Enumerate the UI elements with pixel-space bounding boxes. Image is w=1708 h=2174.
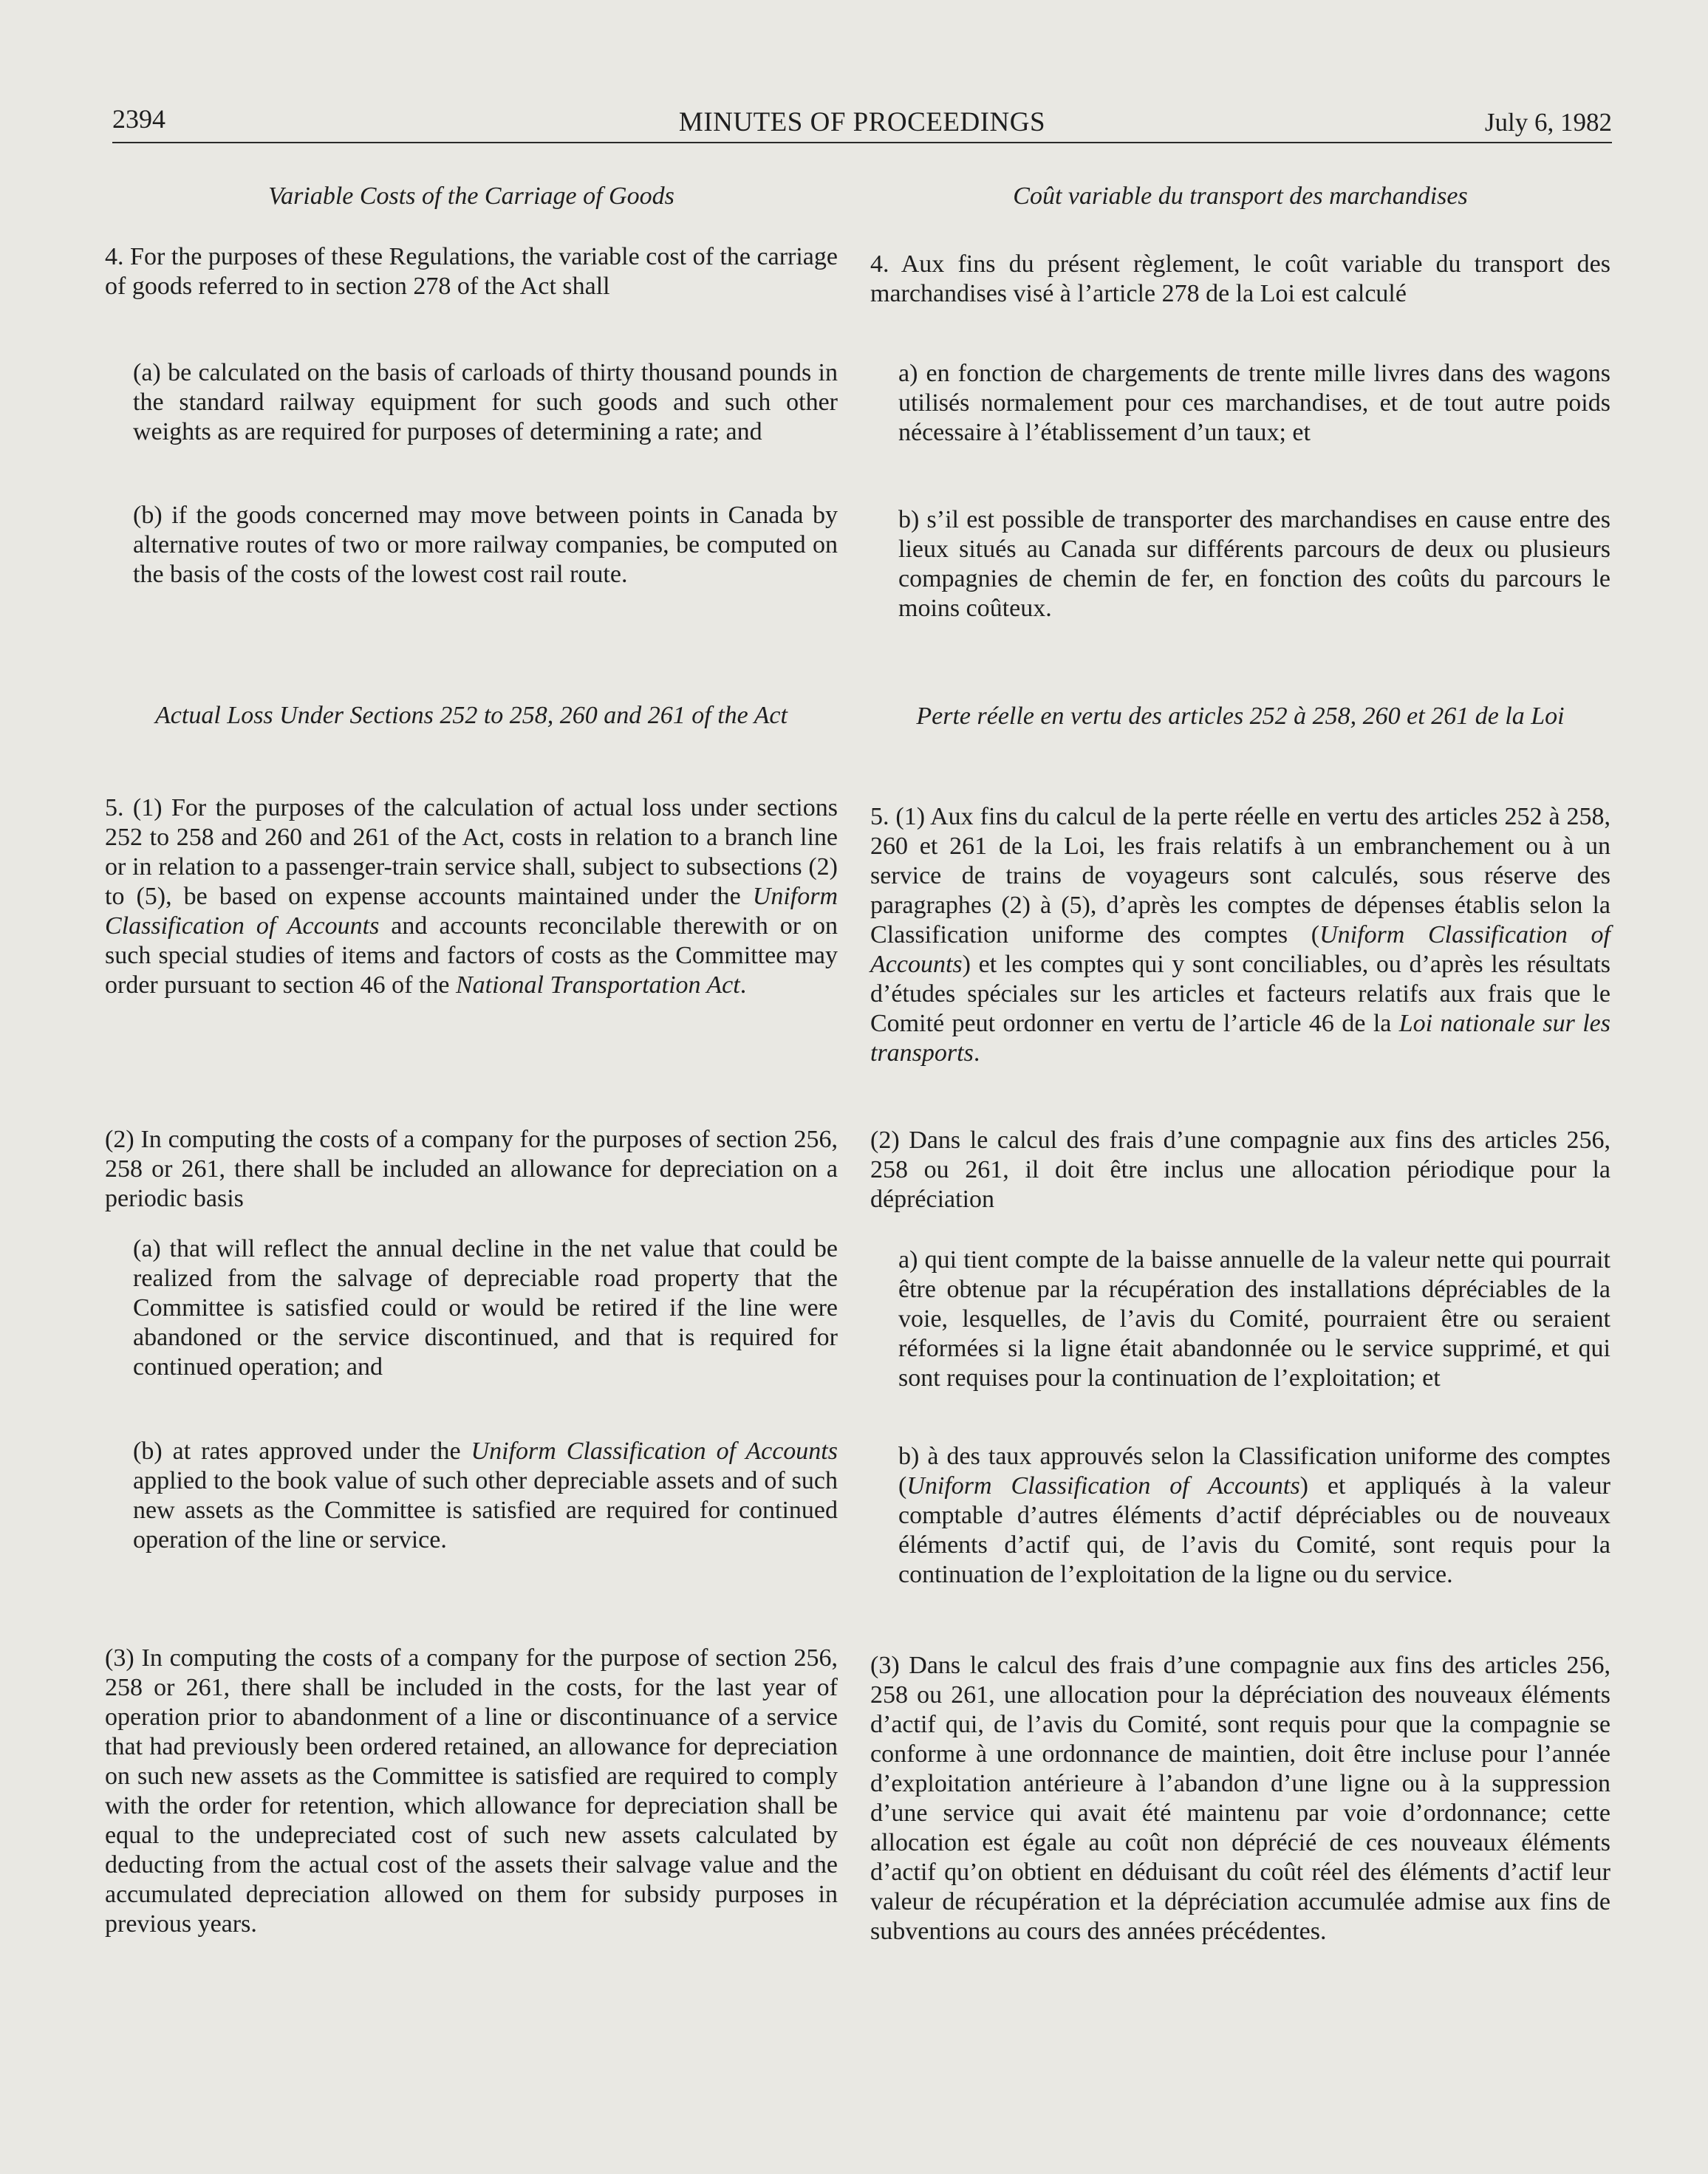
item-text: qui tient compte de la baisse annuelle de la valeur nette qui pourrait être obtenue par la récupération des installations dépréciables de la voie, lesquelles, de l’avis du Comité, pourraient être ou seraient réformées si la ligne était abandonnée ou le service supprimé, et qui sont requises pour la continuation de l’exploitation; et [898, 1246, 1610, 1392]
section-heading: Coût variable du transport des marchandises [1013, 182, 1468, 210]
item-label: a) [898, 1246, 918, 1274]
header-date: July 6, 1982 [1484, 108, 1612, 137]
text-run: at rates approved under the [162, 1438, 471, 1465]
section-heading: Actual Loss Under Sections 252 to 258, 260 and 261 of the Act [155, 702, 788, 729]
paragraph-5-2a [105, 1234, 838, 1382]
paragraph-4b [870, 505, 1610, 623]
italic-title: National Transportation Act [455, 971, 740, 999]
text-run: and accounts reconcilable therewith or on such special studies of items and factors of costs as the Committee may order pursuant to section 46 of the [105, 912, 838, 999]
paragraph-5-2b [105, 1437, 838, 1555]
italic-title: Uniform Classification of Accounts [906, 1472, 1300, 1500]
running-header [112, 103, 1612, 143]
text-run: . [739, 971, 747, 999]
paragraph-5-1 [105, 793, 838, 1000]
text-run: applied to the book value of such other depreciable assets and of such new assets as the Committee is satisfied are required for continued operation of the line or service. [133, 1467, 838, 1553]
italic-title: Uniform Classification of Accounts [471, 1438, 838, 1465]
item-label: (a) [133, 1235, 161, 1262]
text-run: ) et appliqués à la valeur comptable d’autres éléments d’actif dépréciables ou de nouveaux éléments d’actif qui, de l’avis du Comité, sont requis pour la continuation de l’exploitation de la ligne ou du service. [898, 1472, 1610, 1588]
text-run: ) et les comptes qui y sont conciliables, ou d’après les résultats d’études spéciales sur les articles et facteurs relatifs aux frais que le Comité peut ordonner en vertu de l’article 46 de la [870, 951, 1610, 1037]
paragraph-5-1 [870, 802, 1610, 1068]
paragraph-4b [105, 501, 838, 589]
page-title: MINUTES OF PROCEEDINGS [678, 107, 1046, 137]
paragraph-5-2b [870, 1442, 1610, 1590]
item-text: s’il est possible de transporter des marchandises en cause entre des lieux situés au Canada sur différents parcours de deux ou plusieurs compagnies de chemin de fer, en fonction des coûts du parcours le moins coûteux. [898, 506, 1610, 622]
item-label: (a) [133, 359, 161, 386]
paragraph-4a [105, 358, 838, 447]
italic-title: Loi nationale sur les transports [870, 1010, 1610, 1067]
item-label: (b) [133, 1438, 163, 1465]
paragraph-4a [870, 359, 1610, 448]
paragraph-5-3: (3) Dans le calcul des frais d’une compagnie aux fins des articles 256, 258 ou 261, une allocation pour la dépréciation des nouveaux éléments d’actif qui, de l’avis du Comité, sont requis pour que la compagnie se conforme à une ordonnance de maintien, doit être incluse pour l’année d’exploitation antérieure à l’abandon d’une ligne ou à la suppression d’une service qui avait été maintenu par voie d’ordonnance; cette allocation est égale au coût non déprécié de ces nouveaux éléments d’actif qu’on obtient en déduisant du coût réel des éléments d’actif leur valeur de récupération et la dépréciation accumulée admise aux fins de subventions au cours des années précédentes. [870, 1652, 1610, 1945]
paragraph-5-2a [870, 1245, 1610, 1393]
italic-title: Uniform Classification of Accounts [105, 883, 838, 940]
text-run: 5. (1) For the purposes of the calculation of actual loss under sections 252 to 258 and 260 and 261 of the Act, costs in relation to a branch line or in relation to a passenger-train service shall, subject to subsections (2) to (5), be based on expense accounts maintained under the [105, 794, 838, 910]
section-heading: Perte réelle en vertu des articles 252 à 258, 260 et 261 de la Loi [916, 703, 1565, 730]
paragraph-5-2-intro: (2) Dans le calcul des frais d’une compagnie aux fins des articles 256, 258 ou 261, il doit être inclus une allocation périodique pour la dépréciation [870, 1127, 1610, 1213]
item-text: en fonction de chargements de trente mille livres dans des wagons utilisés normalement pour ces marchandises, et de tout autre poids nécessaire à l’établissement d’un taux; et [898, 360, 1610, 446]
item-text: if the goods concerned may move between points in Canada by alternative routes of two or more railway companies, be computed on the basis of the costs of the lowest cost rail route. [133, 502, 838, 588]
item-label: a) [898, 360, 918, 387]
page-number: 2394 [112, 104, 165, 134]
text-run: à des taux approuvés selon la Classification uniforme des comptes ( [898, 1443, 1610, 1500]
paragraph-5-3: (3) In computing the costs of a company for the purpose of section 256, 258 or 261, there shall be included in the costs, for the last year of operation prior to abandonment of a line or discontinuance of a service that had previously been ordered retained, an allowance for depreciation on such new assets as the Committee is satisfied are required to comply with the order for retention, which allowance for depreciation shall be equal to the undepreciated cost of such new assets calculated by deducting from the actual cost of the assets their salvage value and the accumulated depreciation allowed on them for subsidy purposes in previous years. [105, 1644, 838, 1938]
item-label: b) [898, 506, 920, 533]
item-label: b) [898, 1443, 920, 1470]
item-text: be calculated on the basis of carloads of thirty thousand pounds in the standard railway equipment for such goods and such other weights as are required for purposes of determining a rate; and [133, 359, 838, 445]
paragraph-4-intro: 4. For the purposes of these Regulations, the variable cost of the carriage of goods referred to in section 278 of the Act shall [105, 243, 838, 300]
text-run: . [973, 1039, 980, 1067]
text-run: 5. (1) Aux fins du calcul de la perte réelle en vertu des articles 252 à 258, 260 et 261 de la Loi, les frais relatifs à un embranchement ou à un service de trains de voyageurs sont calculés, sous réserve des paragraphes (2) à (5), d’après les comptes de dépenses établis selon la Classification uniforme des comptes ( [870, 803, 1610, 948]
italic-title: Uniform Classification of Accounts [870, 921, 1610, 978]
section-heading: Variable Costs of the Carriage of Goods [268, 182, 674, 210]
item-label: (b) [133, 502, 163, 529]
paragraph-4-intro: 4. Aux fins du présent règlement, le coût variable du transport des marchandises visé à l’article 278 de la Loi est calculé [870, 250, 1610, 307]
paragraph-5-2-intro: (2) In computing the costs of a company for the purposes of section 256, 258 or 261, there shall be included an allowance for depreciation on a periodic basis [105, 1126, 838, 1212]
item-text: that will reflect the annual decline in the net value that could be realized from the salvage of depreciable road property that the Committee is satisfied could or would be retired if the line were abandoned or the service discontinued, and that is required for continued operation; and [133, 1235, 838, 1381]
